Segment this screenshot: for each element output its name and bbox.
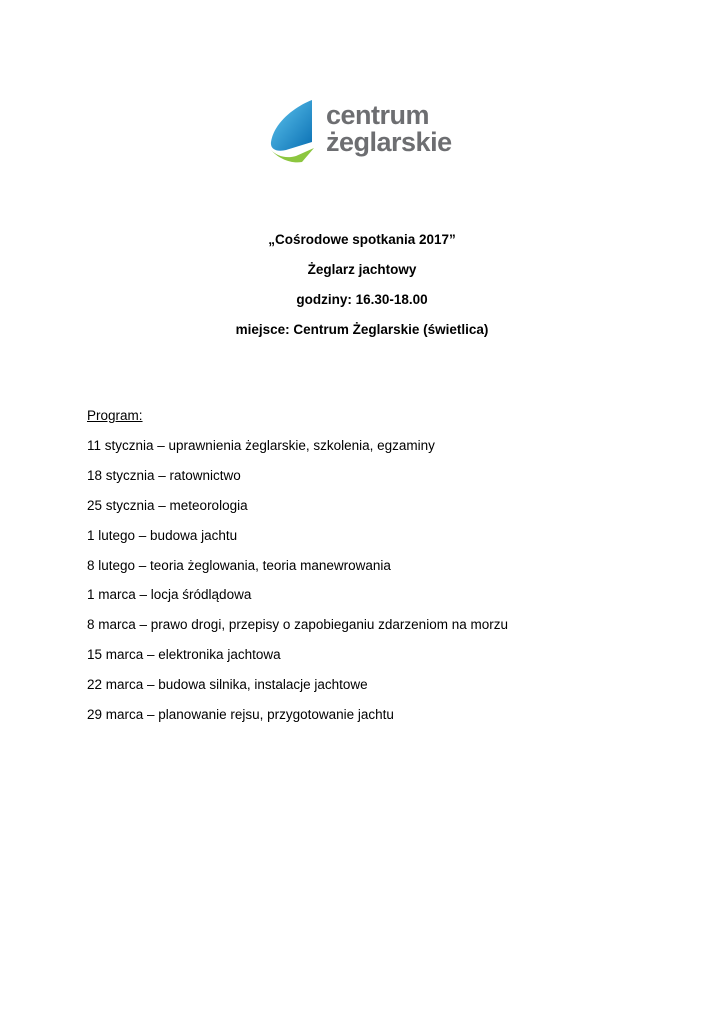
program-item: 8 lutego – teoria żeglowania, teoria manewrowania [87, 557, 391, 573]
logo-line-1: centrum [326, 100, 430, 130]
program-item: 8 marca – prawo drogi, przepisy o zapobieganiu zdarzeniom na morzu [87, 617, 508, 633]
sail-logo-icon [268, 98, 320, 168]
logo [268, 98, 452, 170]
program-item: 29 marca – planowanie rejsu, przygotowanie jachtu [87, 707, 394, 723]
program-item: 18 stycznia – ratownictwo [87, 467, 241, 483]
logo-wordmark [326, 102, 452, 156]
program-item: 25 stycznia – meteorologia [87, 497, 248, 513]
document-title: „Cośrodowe spotkania 2017” [268, 232, 456, 247]
program-item: 11 stycznia – uprawnienia żeglarskie, szkolenia, egzaminy [87, 438, 435, 453]
meeting-hours: godziny: 16.30-18.00 [296, 292, 428, 307]
document-header [0, 232, 724, 352]
logo-line-2: żeglarskie [326, 127, 452, 157]
program-section [87, 408, 508, 737]
meeting-place: miejsce: Centrum Żeglarskie (świetlica) [235, 322, 489, 337]
program-item: 15 marca – elektronika jachtowa [87, 647, 281, 663]
program-item: 1 lutego – budowa jachtu [87, 527, 238, 543]
program-title: Program: [87, 408, 143, 423]
program-item: 22 marca – budowa silnika, instalacje jachtowe [87, 677, 368, 693]
program-item: 1 marca – locja śródlądowa [87, 587, 252, 603]
document-subtitle: Żeglarz jachtowy [307, 262, 417, 277]
